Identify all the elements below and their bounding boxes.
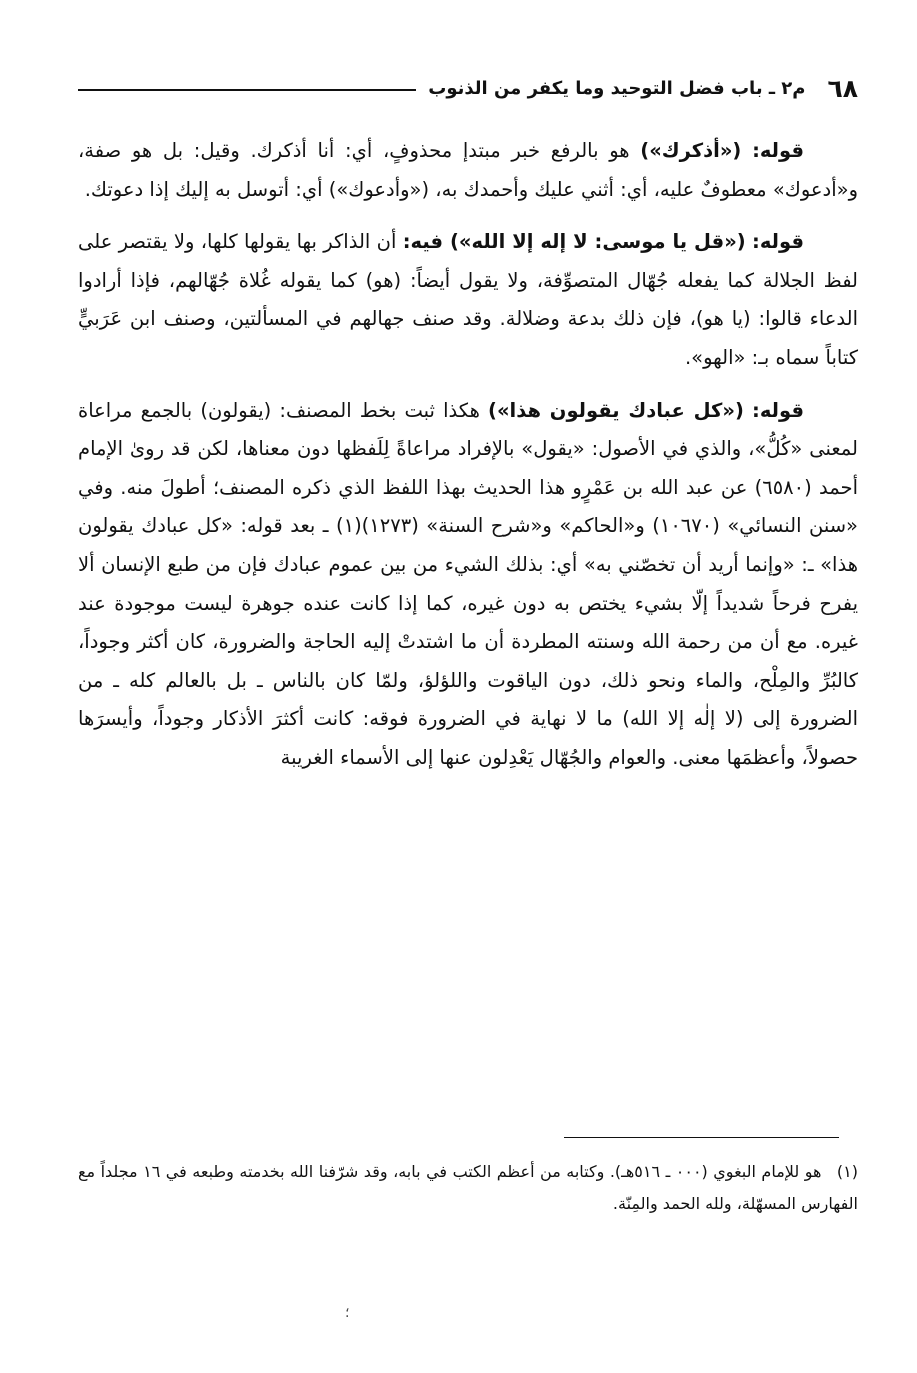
footnote-rule xyxy=(564,1137,839,1138)
paragraph-lead: قوله: xyxy=(752,398,804,422)
paragraph-text: أن الذاكر بها يقولها كلها، ولا يقتصر على لفظ الجلالة كما يفعله جُهّال المتصوِّفة، ولا يقول أيضاً: (هو) كما يقوله غُلاة جُهّالهم، فإذا أرادوا الدعاء قالوا: (يا هو)، فإن ذلك بدعة وضلالة. وقد صنف جهالهم في المسألتين، وصنف ابن عَرَبيٍّ كتاباً سماه بـ: «الهو». xyxy=(78,230,858,369)
paragraph-lead: قوله: xyxy=(752,139,805,162)
paragraph-2 xyxy=(78,223,858,377)
paragraph-1 xyxy=(78,132,858,209)
paragraph-quote: («قل يا موسى: لا إله إلا الله») فيه: xyxy=(402,230,746,254)
paragraph-lead: قوله: xyxy=(752,230,804,254)
paragraph-quote: («أذكرك») xyxy=(640,139,742,162)
page-header xyxy=(78,66,858,110)
footnote xyxy=(78,1156,858,1220)
page-number: ٦٨ xyxy=(827,73,858,103)
paragraph-text: هو بالرفع خبر مبتدإ محذوفٍ، أي: أنا أذكرك. وقيل: بل هو صفة، و«أدعوك» معطوفٌ عليه، أي: أثني عليك وأحمدك به، («وأدعوك») أي: أتوسل به إليك إذا دعوتك. xyxy=(78,139,858,201)
main-text xyxy=(78,132,858,792)
paragraph-text: هكذا ثبت بخط المصنف: (يقولون) بالجمع مراعاة لمعنى «كُلُّ»، والذي في الأصول: «يقول» بالإفراد مراعاةً لِلَفظها دون معناها، لكن قد روىٰ الإمام أحمد (٦٥٨٠) عن عبد الله بن عَمْرٍو هذا الحديث بهذا اللفظ الذي ذكره المصنف؛ أطولَ منه. وفي «سنن النسائي» (١٠٦٧٠) و«الحاكم» و«شرح السنة» (١٢٧٣)(١) ـ بعد قوله: «كل عبادك يقولون هذا» ـ: «وإنما أريد أن تخصّني به» أي: بذلك الشيء من بين عموم عبادك فإن من طبع الإنسان ألا يفرح فرحاً شديداً إلّا بشيء يختص به دون غيره، كما إذا كانت عنده جوهرة ليست موجودة عند غيره. مع أن من رحمة الله وسنته المطردة أن ما اشتدتْ إليه الحاجة والضرورة، كان أكثر وجوداً، كالبُرِّ والمِلْح، والماء ونحو ذلك، دون الياقوت واللؤلؤ، ولمّا كان بالناس ـ بل بالعالم كله ـ من الضرورة إلى (لا إلٰه إلا الله) ما لا نهاية في الضرورة فوقه: كانت أكثرَ الأذكار وجوداً، وأيسرَها حصولاً، وأعظمَها معنى. والعوام والجُهّال يَعْدِلون عنها إلى الأسماء الغريبة xyxy=(78,398,858,769)
running-title: م٢ ـ باب فضل التوحيد وما يكفر من الذنوب xyxy=(428,77,806,99)
footnote-text: هو للإمام البغوي (٠٠٠ ـ ٥١٦هـ). وكتابه من أعظم الكتب في بابه، وقد شرّفنا الله بخدمته وطبعه في ١٦ مجلداً مع الفهارس المسهّلة، ولله الحمد والمِنّة. xyxy=(78,1162,858,1213)
header-rule xyxy=(78,89,416,91)
paragraph-quote: («كل عبادك يقولون هذا») xyxy=(488,398,744,422)
paragraph-3 xyxy=(78,392,858,778)
footnote-number: (١) xyxy=(836,1162,859,1181)
bottom-mark: ؛ xyxy=(345,1305,350,1321)
